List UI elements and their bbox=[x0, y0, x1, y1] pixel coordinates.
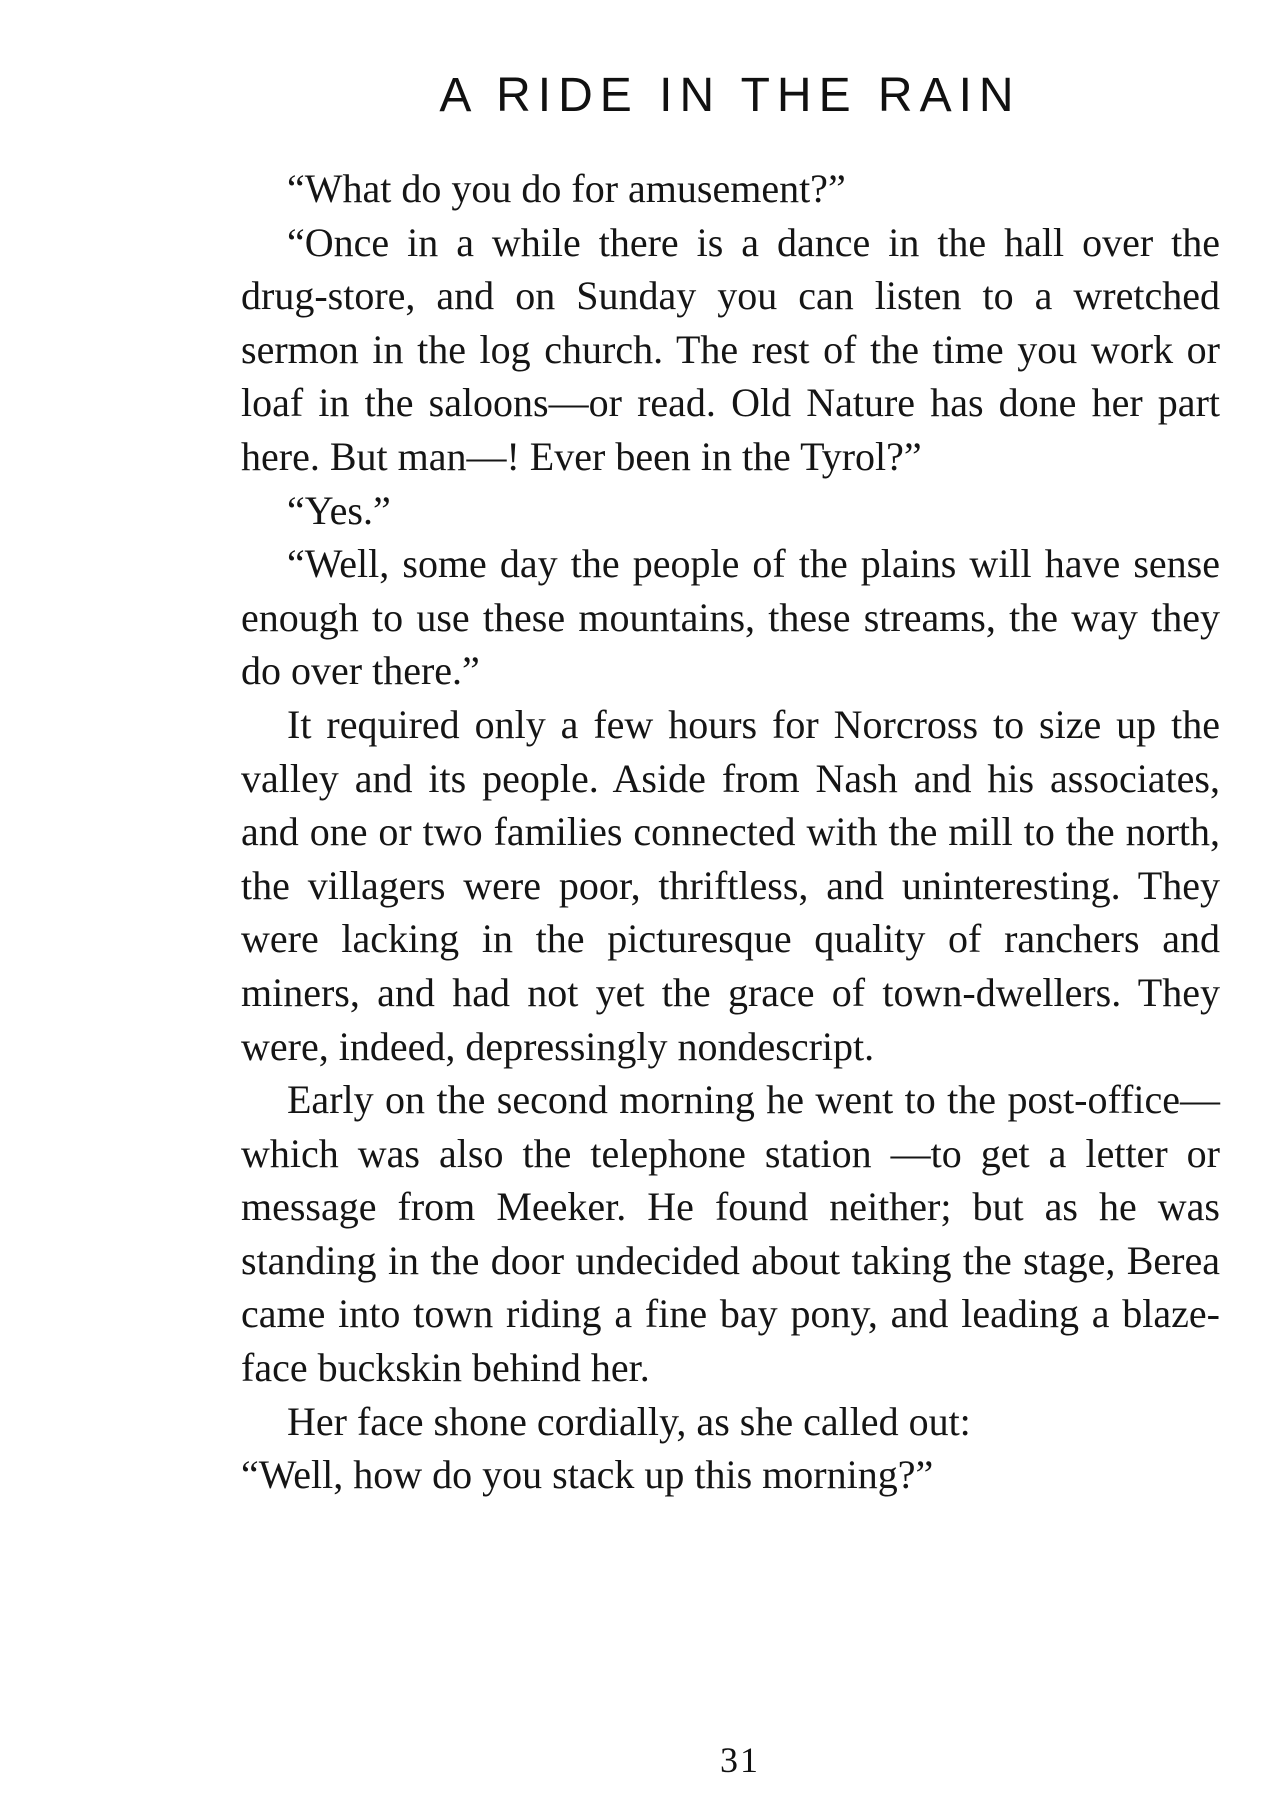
paragraph-her-face: Her face shone cordially, as she called out: bbox=[287, 1398, 971, 1444]
paragraph-stack-up: “Well, how do you stack up this morning?” bbox=[241, 1452, 934, 1498]
paragraph-people-of-plains: “Well, some day the people of the plains will have sense enough to use these mountains, these streams, the way they do over there.” bbox=[241, 541, 1220, 694]
paragraph-post-office: Early on the second morning he went to the post-office—which was also the telephone station —to get a letter or message from Meeker. He found neither; but as he was standing in the door undecided about taking the stage, Berea came into town riding a fine bay pony, and leading a blaze-face buckskin behind her. bbox=[241, 1077, 1220, 1391]
body-text bbox=[241, 162, 1220, 1502]
running-head: A RIDE IN THE RAIN bbox=[439, 69, 1021, 122]
paragraph-norcross-valley: It required only a few hours for Norcross to size up the valley and its people. Aside from Nash and his associates, and one or two families connected with the mill to the north, the villagers were poor, thriftless, and uninteresting. They were lacking in the picturesque quality of ranchers and miners, and had not yet the grace of town-dwellers. They were, indeed, depressingly nondescript. bbox=[241, 701, 1220, 1069]
paragraph-dance-hall: “Once in a while there is a dance in the hall over the drug-store, and on Sunday you can listen to a wretched sermon in the log church. The rest of the time you work or loaf in the saloons—or read. Old Nature has done her part here. But man—! Ever been in the Tyrol?” bbox=[241, 219, 1220, 479]
paragraph-yes: “Yes.” bbox=[287, 487, 391, 533]
page-number: 31 bbox=[720, 1740, 760, 1780]
paragraph-amusement-question: “What do you do for amusement?” bbox=[287, 166, 846, 211]
